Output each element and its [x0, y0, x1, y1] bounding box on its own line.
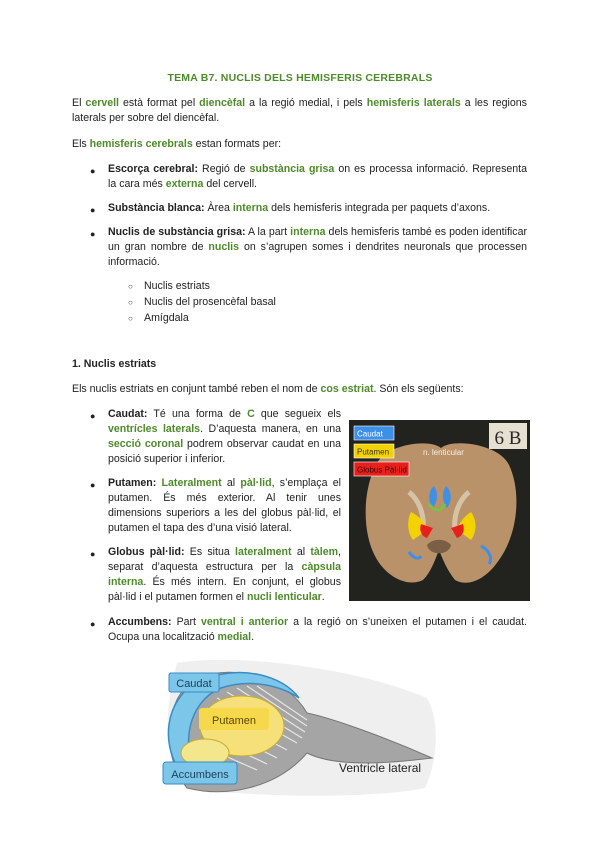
putamen-label: Putamen	[211, 715, 257, 727]
subitem: Nuclis del prosencèfal basal	[144, 296, 276, 308]
section-intro: Els nuclis estriats en conjunt també reben el nom de cos estriat. Són els següents:	[72, 383, 464, 395]
accumbens-label: Accumbens	[171, 769, 229, 781]
page-title: TEMA B7. NUCLIS DELS HEMISFERIS CEREBRALS	[167, 72, 433, 84]
intro-paragraph-1: El cervell està format pel diencèfal a la regió medial, i pels hemisferis laterals a les regions laterals per sobre del diencèfal.	[72, 97, 527, 124]
circle-bullet: ○	[128, 282, 133, 291]
legend-globus-label: Globus Pàl·lid	[357, 465, 407, 475]
lenticular-label: n. lenticular	[423, 448, 464, 457]
bullet-dot: ●	[90, 166, 96, 176]
bullet-putamen: Putamen: Lateralment al pàl·lid, s’emplaça el putamen. És més exterior. Al tenir unes dimensions superiors a les del globus pàl·lid, el putamen el tapa des d’una visió lateral.	[108, 477, 341, 534]
bullet-substancia-blanca: Substància blanca: Àrea interna dels hemisferis integrada per paquets d’axons.	[108, 202, 491, 214]
bullet-nuclis-grisa: Nuclis de substància grisa: A la part interna dels hemisferis també es poden identificar un gran nombre de nuclis on s’agrupen somes i dendrites neuronals que processen informació.	[108, 226, 527, 268]
bullet-escorca: Escorça cerebral: Regió de substància grisa on es processa informació. Representa la cara més externa del cervell.	[108, 163, 527, 190]
circle-bullet: ○	[128, 298, 133, 307]
legend-caudat-label: Caudat	[357, 429, 383, 439]
bullet-dot: ●	[90, 549, 96, 559]
circle-bullet: ○	[128, 314, 133, 323]
bullet-dot: ●	[90, 619, 96, 629]
bullet-dot: ●	[90, 229, 96, 239]
plate-label: 6 B	[494, 428, 522, 449]
ventricle-label: Ventricle lateral	[339, 761, 422, 775]
bullet-dot: ●	[90, 205, 96, 215]
bullet-caudat: Caudat: Té una forma de C que segueix els ventrícles laterals. D’aquesta manera, en una secció coronal podrem observar caudat en una posició superior i inferior.	[108, 408, 341, 465]
bullet-accumbens: Accumbens: Part ventral i anterior a la regió on s’uneixen el putamen i el caudat. Ocupa una localització medial.	[108, 616, 527, 643]
bullet-globus-pallid: Globus pàl·lid: Es situa lateralment al tàlem, separat d’aquesta estructura per la càpsula interna. És més intern. En conjunt, el globus pàl·lid i el putamen formen el nucli lenticular.	[108, 546, 341, 603]
coronal-section-figure	[349, 420, 530, 601]
subitem: Amígdala	[144, 312, 189, 324]
section-heading: 1. Nuclis estriats	[72, 358, 157, 370]
bullet-dot: ●	[90, 480, 96, 490]
striatum-lateral-figure	[157, 658, 440, 798]
intro-paragraph-2: Els hemisferis cerebrals estan formats per:	[72, 138, 282, 150]
bullet-dot: ●	[90, 411, 96, 421]
caudat-label: Caudat	[176, 678, 212, 690]
subitem: Nuclis estriats	[144, 280, 210, 292]
legend-putamen-label: Putamen	[357, 447, 390, 457]
